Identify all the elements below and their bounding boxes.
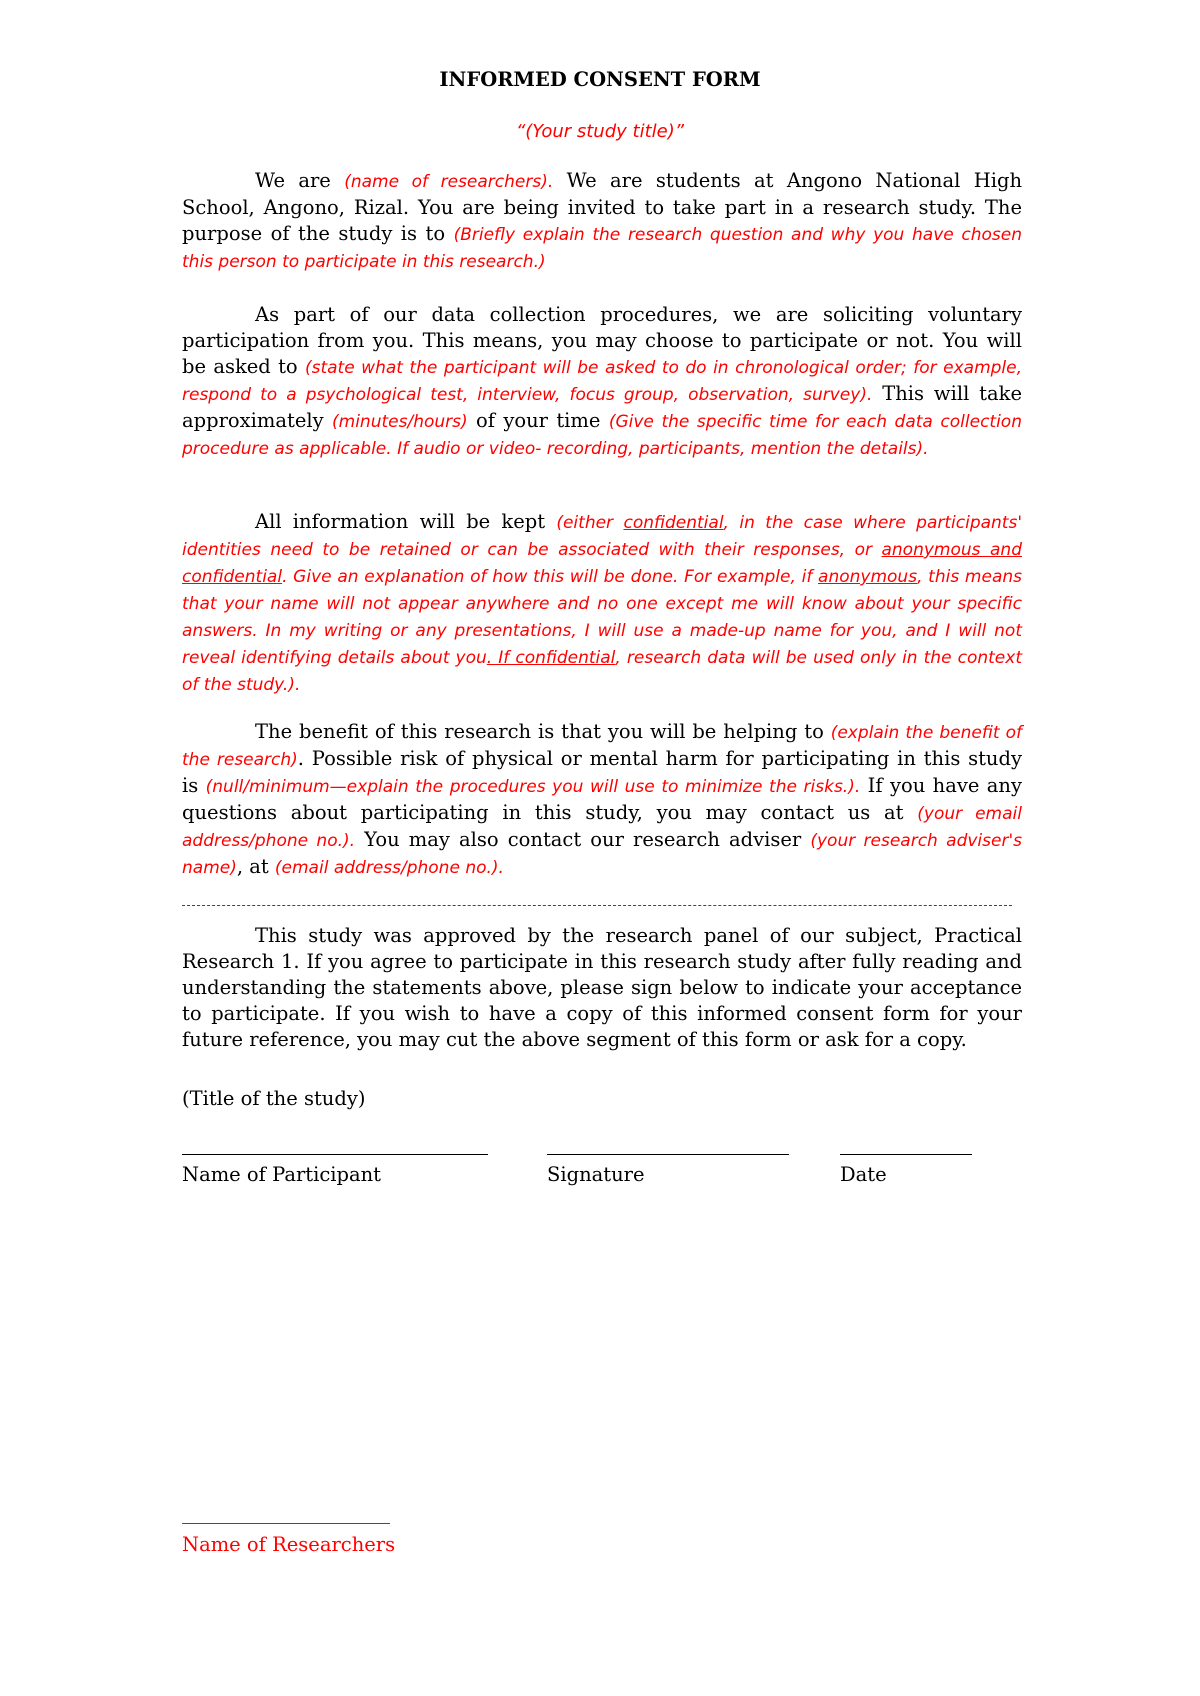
contact-placeholder: (your email address/phone no.). [182,804,1022,851]
risk-placeholder: (null/minimum—explain the procedures you will use to minimize the risks.). [205,777,861,797]
tasks-placeholder: (state what the participant will be asked to do in chronological order; for example, respond to a psychological test, interview, focus group, observation, survey). [182,358,1023,405]
confidential-term: confidential [623,513,724,533]
study-title-field: (Title of the study) [182,1087,366,1110]
benefits-text-5: , at [236,855,275,878]
intro-text-1: We are [255,169,345,192]
confidentiality-red-1: (either [556,513,624,533]
confidentiality-paragraph [182,509,1022,698]
researchers-name-placeholder: (name of researchers). [344,172,554,192]
confidentiality-text-1: All information will be kept [255,510,557,533]
procedures-paragraph [182,302,1022,462]
approval-paragraph [182,923,1022,1053]
date-line[interactable] [840,1154,972,1155]
participant-name-line[interactable] [182,1154,488,1155]
confidentiality-red-4: , this means that your name will not appear anywhere and no one except me will know about your specific answers. In my writing or any presentations, I will use a made-up name for you, and I will not reveal identifying details about you [182,567,1022,668]
purpose-placeholder: (Briefly explain the research question and why you have chosen this person to participate in this research.) [182,225,1022,272]
procedures-text-1: As part of our data collection procedures, we are soliciting voluntary participation from you. This means, you may choose to participate or not. You will be asked to [182,303,1022,378]
signature-line[interactable] [547,1154,789,1155]
adviser-contact-placeholder: (email address/phone no.). [274,858,504,878]
confidentiality-red-2: , in the case where participants' identities need to be retained or can be associated with their responses, or [182,513,1022,560]
intro-text-2: We are students at Angono National High School, Angono, Rizal. You are being invited to take part in a research study. The purpose of the study is to [182,169,1023,245]
researchers-signature-line[interactable] [182,1523,390,1524]
time-details-placeholder: (Give the specific time for each data collection procedure as applicable. If audio or video- recording, participants, mention the details). [182,412,1022,459]
benefit-placeholder: (explain the benefit of the research) [182,723,1022,770]
introduction-paragraph [182,168,1022,275]
anonymous-confidential-term: anonymous and confidential [182,540,1022,587]
anonymous-term: anonymous [818,567,918,587]
benefits-risks-paragraph [182,719,1022,881]
benefits-text-2: . Possible risk of physical or mental harm for participating in this study is [182,747,1022,797]
benefits-text-1: The benefit of this research is that you will be helping to [255,720,831,743]
benefits-text-4: You may also contact our research adviser [355,828,811,851]
participant-name-label: Name of Participant [182,1163,381,1186]
benefits-text-3: If you have any questions about participating in this study, you may contact us at [182,774,1022,824]
procedures-text-2: This will take approximately [182,382,1023,432]
study-title-placeholder: “(Your study title)” [515,121,685,142]
confidentiality-red-3: . Give an explanation of how this will be done. For example, if [282,567,819,587]
signature-label: Signature [547,1163,645,1186]
researchers-name-label: Name of Researchers [182,1533,396,1556]
duration-placeholder: (minutes/hours) [332,412,468,432]
approval-text: This study was approved by the research panel of our subject, Practical Research 1. If you agree to participate in this research study after fully reading and understanding the statements above, please sign below to indicate your acceptance to participate. If you wish to have a copy of this informed consent form for your future reference, you may cut the above segment of this form or ask for a copy. [182,924,1022,1051]
date-label: Date [840,1163,887,1186]
procedures-text-3: of your time [467,409,609,432]
confidentiality-red-5: , research data will be used only in the context of the study.). [182,648,1022,695]
cut-line-divider [182,905,1012,906]
if-confidential-term: . If confidential [486,648,616,668]
adviser-name-placeholder: (your research adviser's name) [182,831,1022,878]
form-title: INFORMED CONSENT FORM [439,68,761,91]
